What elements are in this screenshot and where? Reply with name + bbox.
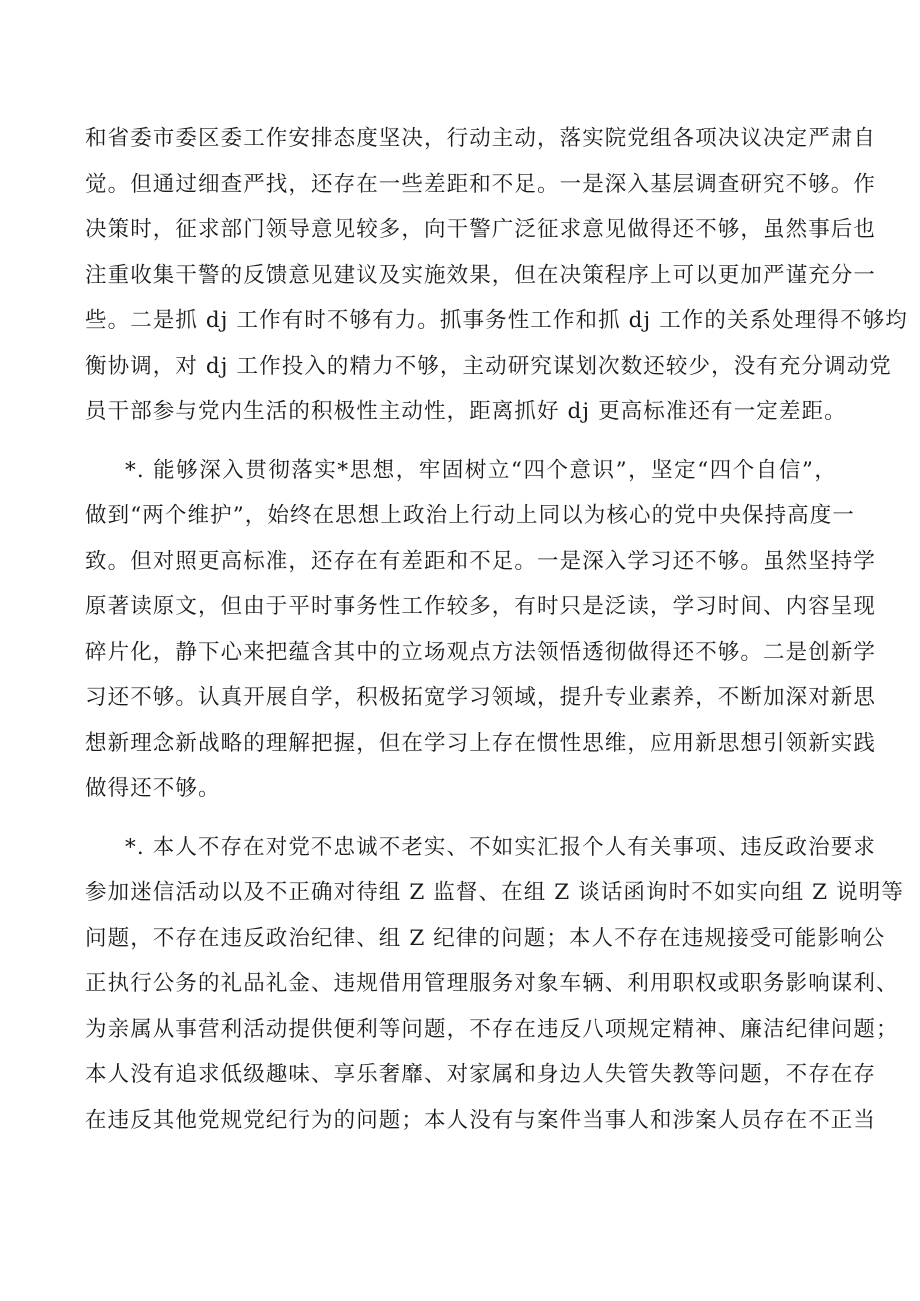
paragraph-1 <box>85 116 908 435</box>
text-line: 在违反其他党规党纪行为的问题；本人没有与案件当事人和涉案人员存在不正当 <box>85 1107 877 1133</box>
text-line: 原著读原文，但由于平时事务性工作较多，有时只是泛读，学习时间、内容呈现 <box>85 594 877 619</box>
text-line: 做到“两个维护”，始终在思想上政治上行动上同以为核心的党中央保持高度一 <box>85 503 855 528</box>
paragraph-spacer <box>85 812 837 825</box>
text-line: 问题，不存在违反政治纪律、组 Z 纪律的问题；本人不存在违规接受可能影响公 <box>85 925 886 951</box>
text-line: 衡协调，对 dj 工作投入的精力不够，主动研究谋划次数还较少，没有充分调动党 <box>85 353 892 379</box>
paragraph-3 <box>85 825 904 1144</box>
text-line: 决策时，征求部门领导意见较多，向干警广泛征求意见做得还不够，虽然事后也 <box>85 217 877 242</box>
text-line: 参加迷信活动以及不正确对待组 Z 监督、在组 Z 谈话函询时不如实向组 Z 说明等 <box>85 880 904 905</box>
text-line: 些。二是抓 dj 工作有时不够有力。抓事务性工作和抓 dj 工作的关系处理得不够均 <box>85 308 908 333</box>
text-line-indented: *. 本人不存在对党不忠诚不老实、不如实汇报个人有关事项、违反政治要求 <box>125 834 876 860</box>
text-line: 和省委市委区委工作安排态度坚决，行动主动，落实院党组各项决议决定严肃自 <box>85 126 877 151</box>
text-line: 注重收集干警的反馈意见建议及实施效果，但在决策程序上可以更加严谨充分一 <box>85 262 877 288</box>
text-line: 想新理念新战略的理解把握，但在学习上存在惯性思维，应用新思想引领新实践 <box>85 730 877 756</box>
text-line: 为亲属从事营利活动提供便利等问题，不存在违反八项规定精神、廉洁纪律问题； <box>85 1016 899 1042</box>
text-line: 本人没有追求低级趣味、享乐奢靡、对家属和身边人失管失教等问题，不存在存 <box>85 1062 877 1087</box>
text-line: 习还不够。认真开展自学，积极拓宽学习领域，提升专业素养，不断加深对新思 <box>85 685 877 710</box>
text-line: 觉。但通过细查严找，还存在一些差距和不足。一是深入基层调查研究不够。作 <box>85 171 877 197</box>
text-line: 碎片化，静下心来把蕴含其中的立场观点方法领悟透彻做得还不够。二是创新学 <box>85 639 877 665</box>
text-line: 致。但对照更高标准，还存在有差距和不足。一是深入学习还不够。虽然坚持学 <box>85 548 877 574</box>
text-line: 做得还不够。 <box>85 776 221 801</box>
paragraph-spacer <box>85 435 837 448</box>
paragraph-2 <box>85 448 877 812</box>
document-body <box>85 116 908 1143</box>
text-line-indented: *. 能够深入贯彻落实*思想，牢固树立“四个意识”，坚定“四个自信”， <box>125 457 837 483</box>
text-line: 正执行公务的礼品礼金、违规借用管理服务对象车辆、利用职权或职务影响谋利、 <box>85 971 899 996</box>
text-line: 员干部参与党内生活的积极性主动性，距离抓好 dj 更高标准还有一定差距。 <box>85 399 847 424</box>
